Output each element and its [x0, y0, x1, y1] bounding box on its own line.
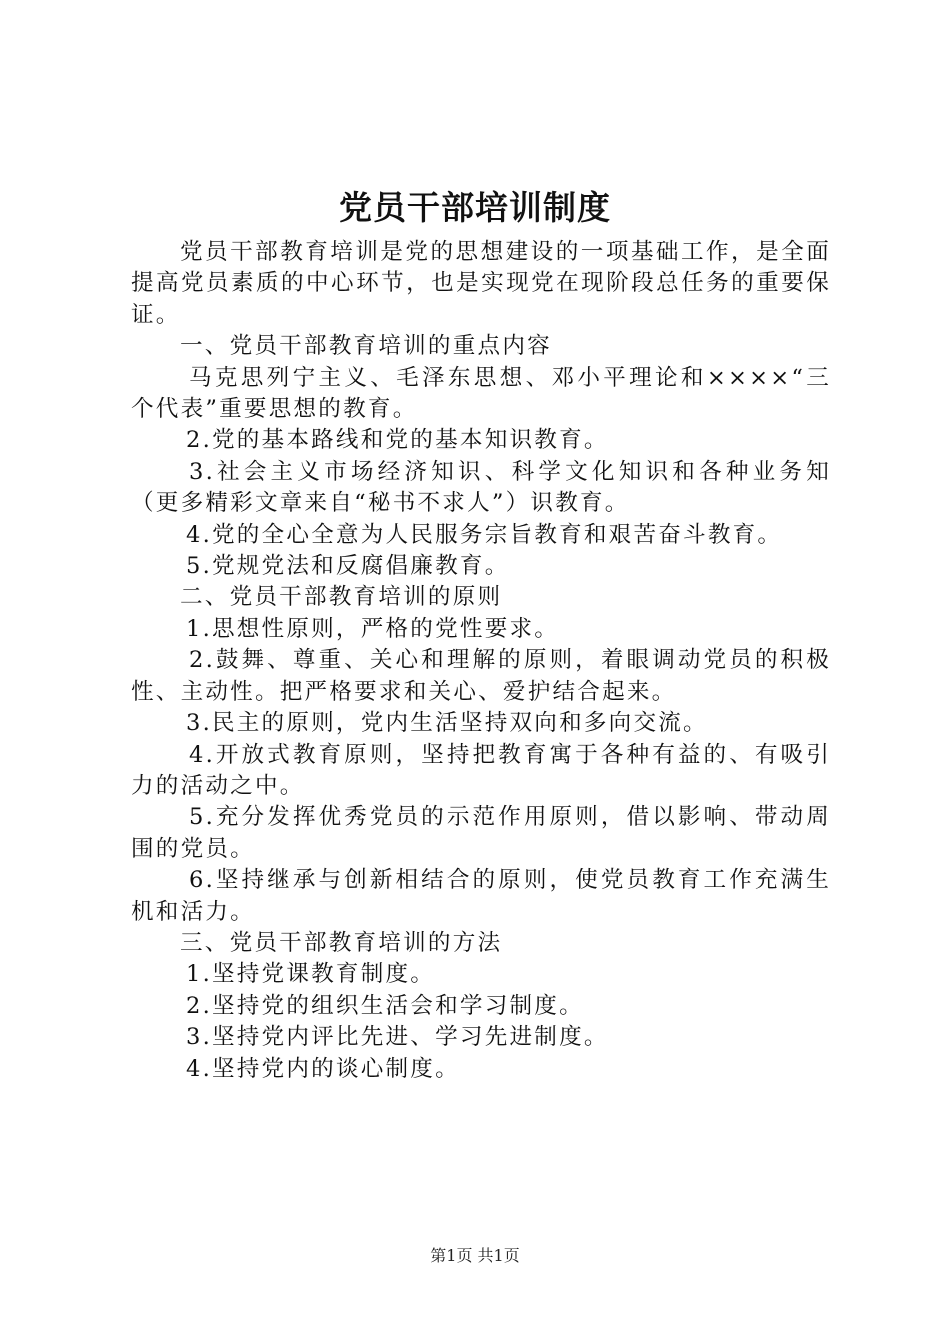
- list-item: 5.充分发挥优秀党员的示范作用原则，借以影响、带动周围的党员。: [131, 804, 831, 862]
- list-item: 3.民主的原则，党内生活坚持双向和多向交流。: [186, 710, 708, 737]
- list-item: 5.党规党法和反腐倡廉教育。: [186, 553, 510, 580]
- list-item: 1.思想性原则，严格的党性要求。: [186, 615, 560, 642]
- document-body: [131, 237, 831, 1085]
- list-item: 4.开放式教育原则，坚持把教育寓于各种有益的、有吸引力的活动之中。: [131, 741, 831, 799]
- list-item: 2.党的基本路线和党的基本知识教育。: [186, 427, 609, 454]
- page-number-footer: 第1页 共1页: [430, 1246, 520, 1265]
- list-item: 2.坚持党的组织生活会和学习制度。: [186, 992, 584, 1019]
- list-item: 4.坚持党内的谈心制度。: [186, 1055, 460, 1082]
- list-item: 3.坚持党内评比先进、学习先进制度。: [186, 1024, 609, 1051]
- section-heading-1: 一、党员干部教育培训的重点内容: [180, 333, 552, 360]
- document-title: 党员干部培训制度: [339, 188, 611, 227]
- list-item: 6.坚持继承与创新相结合的原则，使党员教育工作充满生机和活力。: [131, 867, 831, 925]
- list-item: 马克思列宁主义、毛泽东思想、邓小平理论和××××“三个代表”重要思想的教育。: [131, 364, 831, 423]
- section-heading-2: 二、党员干部教育培训的原则: [180, 584, 503, 611]
- list-item: 1.坚持党课教育制度。: [186, 961, 436, 988]
- list-item: 2.鼓舞、尊重、关心和理解的原则，着眼调动党员的积极性、主动性。把严格要求和关心、爱护结合起来。: [131, 647, 831, 705]
- section-heading-3: 三、党员干部教育培训的方法: [180, 929, 503, 956]
- list-item: 4.党的全心全意为人民服务宗旨教育和艰苦奋斗教育。: [186, 521, 783, 548]
- list-item: 3.社会主义市场经济知识、科学文化知识和各种业务知（更多精彩文章来自“秘书不求人”）识教育。: [131, 458, 831, 517]
- intro-paragraph: 党员干部教育培训是党的思想建设的一项基础工作，是全面提高党员素质的中心环节，也是实现党在现阶段总任务的重要保证。: [131, 239, 831, 328]
